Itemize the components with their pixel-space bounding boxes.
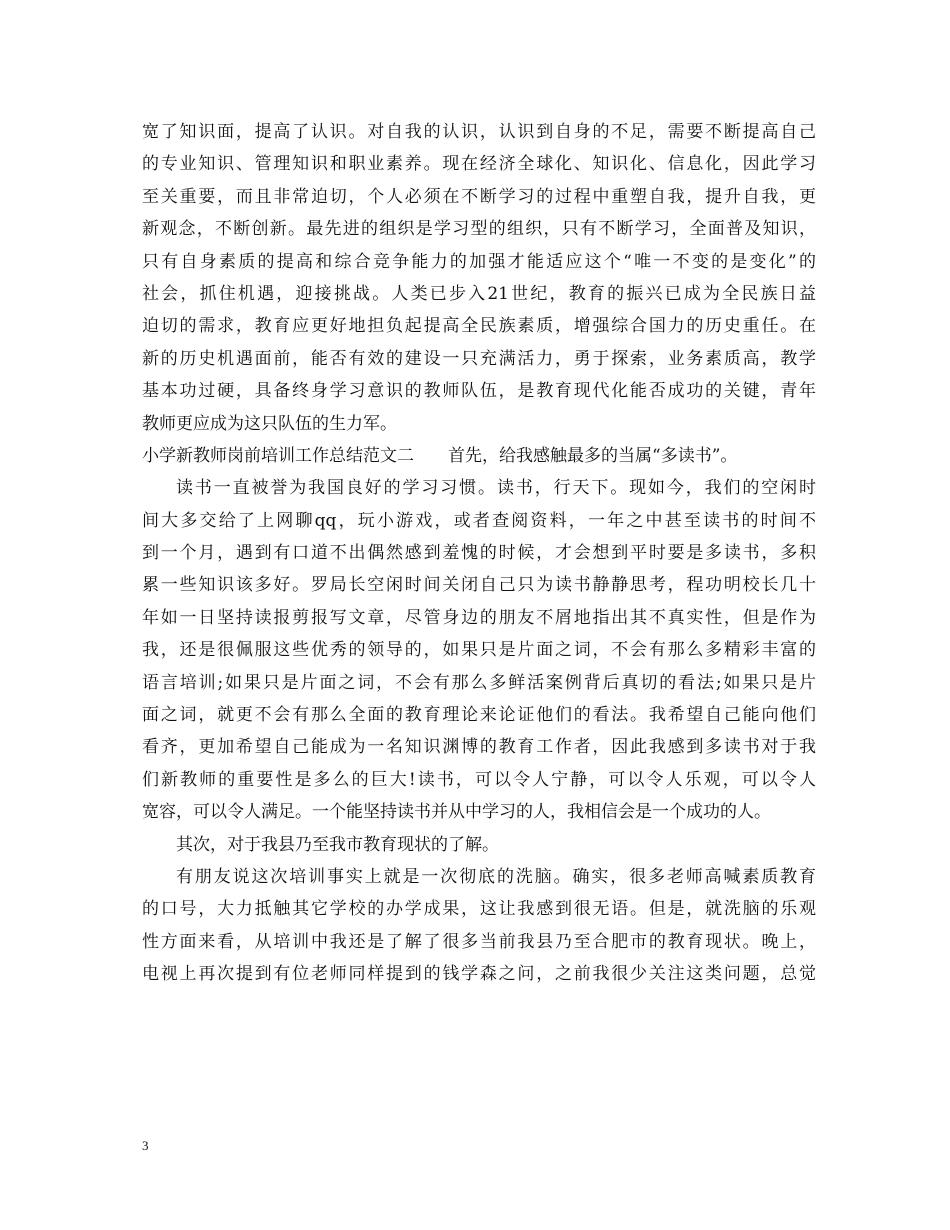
text-line: 的口号，大力抵触其它学校的办学成果，这让我感到很无语。但是，就洗脑的乐观	[142, 899, 816, 920]
text-line: 宽了知识面，提高了认识。对自我的认识，认识到自身的不足，需要不断提高自己	[142, 122, 816, 142]
text-line: 性方面来看，从培训中我还是了解了很多当前我县乃至合肥市的教育现状。晚上，	[142, 931, 816, 952]
page-number: 3	[142, 1138, 149, 1153]
text-line: 迫切的需求，教育应更好地担负起提高全民族素质，增强综合国力的历史重任。在	[142, 316, 816, 337]
text-line: 语言培训;如果只是片面之词，不会有那么多鲜活案例背后真切的看法;如果只是片	[142, 672, 816, 693]
text-line: 读书一直被誉为我国良好的学习习惯。读书，行天下。现如今，我们的空闲时	[176, 478, 816, 499]
text-line: 电视上再次提到有位老师同样提到的钱学森之问，之前我很少关注这类问题，总觉	[142, 964, 816, 985]
text-line: 小学新教师岗前培训工作总结范文二 首先，给我感触最多的当属“多读书”。	[142, 445, 738, 466]
text-line: 看齐，更加希望自己能成为一名知识渊博的教育工作者，因此我感到多读书对于我	[142, 737, 816, 758]
text-line: 宽容，可以令人满足。一个能坚持读书并从中学习的人，我相信会是一个成功的人。	[142, 802, 771, 823]
text-line: 的专业知识、管理知识和职业素养。现在经济全球化、知识化、信息化，因此学习	[142, 154, 816, 175]
text-line: 基本功过硬，具备终身学习意识的教师队伍，是教育现代化能否成功的关键，青年	[142, 381, 816, 402]
text-line: 面之词，就更不会有那么全面的教育理论来论证他们的看法。我希望自己能向他们	[142, 705, 816, 726]
text-line: 年如一日坚持读报剪报写文章，尽管身边的朋友不屑地指出其不真实性，但是作为	[142, 607, 816, 628]
text-line: 累一些知识该多好。罗局长空闲时间关闭自己只为读书静静思考，程功明校长几十	[142, 575, 816, 596]
text-line: 教师更应成为这只队伍的生力军。	[142, 413, 397, 434]
text-line: 社会，抓住机遇，迎接挑战。人类已步入21世纪，教育的振兴已成为全民族日益	[142, 283, 816, 304]
text-line: 到一个月，遇到有口道不出偶然感到羞愧的时候，才会想到平时要是多读书，多积	[142, 543, 816, 564]
text-line: 们新教师的重要性是多么的巨大!读书，可以令人宁静，可以令人乐观，可以令人	[142, 769, 816, 790]
text-line: 其次，对于我县乃至我市教育现状的了解。	[176, 834, 499, 855]
text-line: 至关重要，而且非常迫切，个人必须在不断学习的过程中重塑自我，提升自我，更	[142, 186, 816, 207]
text-line: 新观念，不断创新。最先进的组织是学习型的组织，只有不断学习，全面普及知识，	[142, 219, 816, 240]
text-line: 间大多交给了上网聊qq，玩小游戏，或者查阅资料，一年之中甚至读书的时间不	[142, 510, 816, 531]
text-line: 我，还是很佩服这些优秀的领导的，如果只是片面之词，不会有那么多精彩丰富的	[142, 640, 816, 661]
document-body	[142, 116, 816, 991]
text-line: 只有自身素质的提高和综合竞争能力的加强才能适应这个“唯一不变的是变化”的	[142, 251, 816, 272]
text-line: 有朋友说这次培训事实上就是一次彻底的洗脑。确实，很多老师高喊素质教育	[176, 866, 816, 887]
text-line: 新的历史机遇面前，能否有效的建设一只充满活力，勇于探索，业务素质高，教学	[142, 348, 816, 369]
